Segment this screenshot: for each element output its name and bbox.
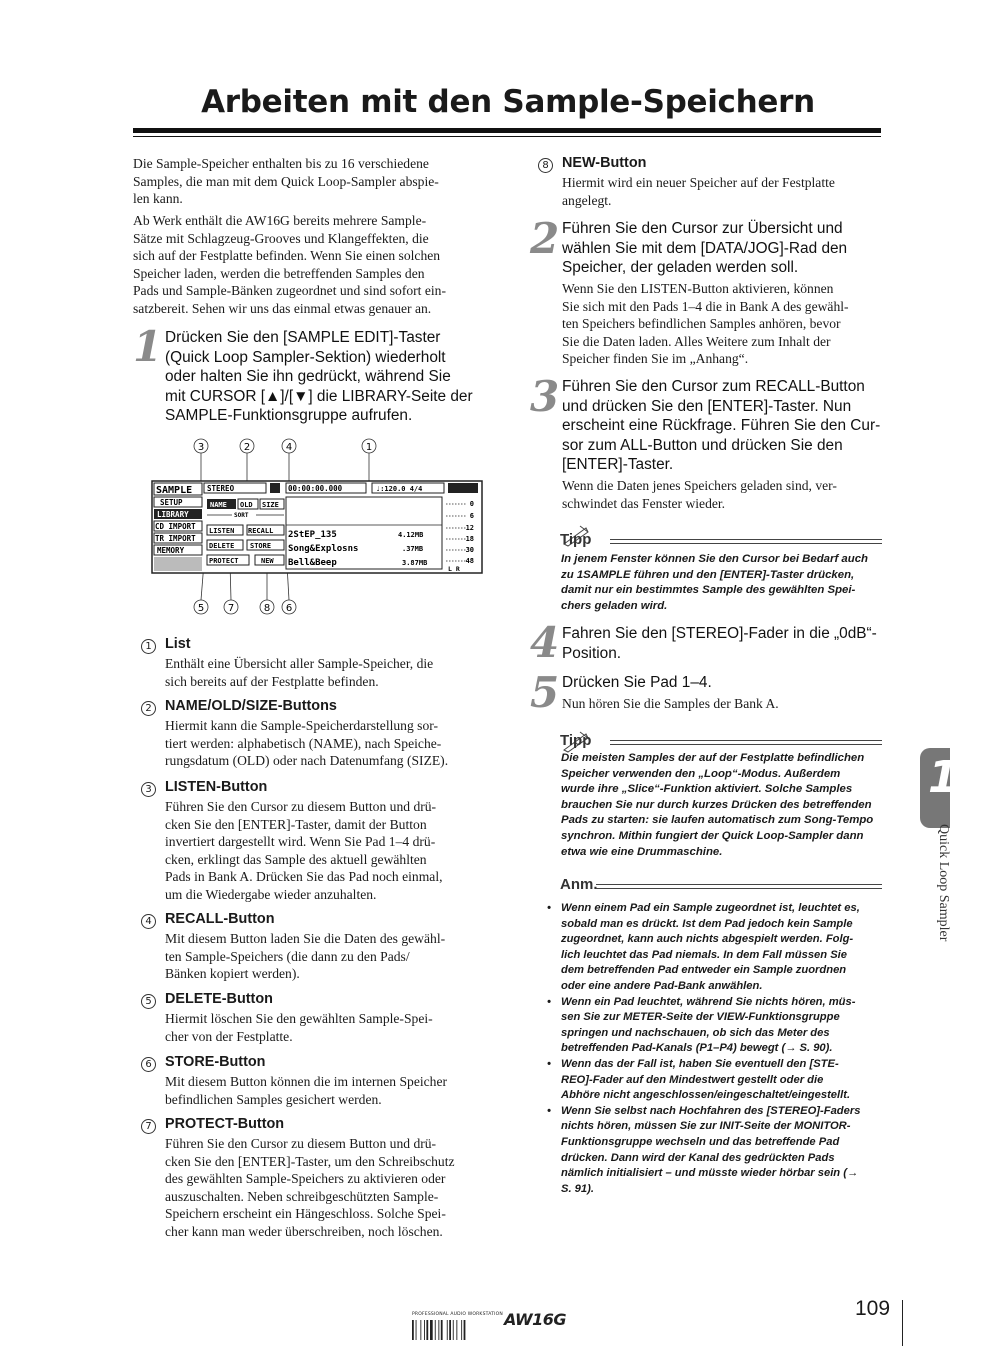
note-bullet-line: • Wenn Sie selbst nach Hochfahren des [STEREO]-Faders [561, 1104, 861, 1117]
lcd-time: 00:00:00.000 [288, 484, 343, 493]
item-body-line: rungsdatum (OLD) oder nach Datenumfang (SIZE). [165, 753, 449, 769]
item-number-circle: 3 [141, 782, 156, 797]
note-bullet-line: zugeordnet, kann auch nichts abgespielt werden. Folg- [561, 933, 854, 946]
intro-line: len kann. [133, 191, 183, 207]
lcd-menu-tr-import: TR IMPORT [155, 534, 196, 543]
lcd-sort-old: OLD [240, 501, 253, 509]
tip-line: Speicher verwenden den „Loop“-Modus. Außerdem [561, 767, 841, 780]
intro-line: Ab Werk enthält die AW16G bereits mehrere Sample- [133, 213, 427, 228]
title-rule-thick [133, 128, 881, 133]
item-body-line: Führen Sie den Cursor zu diesem Button und drü- [165, 1136, 437, 1151]
note-bullet [547, 1104, 883, 1198]
tip-text [561, 552, 883, 614]
step-subtext [562, 695, 887, 713]
step-text [562, 673, 887, 693]
lcd-screen [140, 435, 490, 625]
note-bullet-line: dem betreffenden Pad entweder ein Sample zuordnen [561, 964, 847, 977]
step-line: mit CURSOR [▲]/[▼] die LIBRARY-Seite der [165, 387, 473, 405]
step-3 [530, 372, 882, 516]
callout-1-top: 1 [365, 442, 373, 453]
lcd-btn-protect: PROTECT [209, 557, 239, 565]
item-title: LISTEN-Button [165, 779, 268, 795]
item-number-circle: 8 [538, 158, 553, 173]
step-subtext [562, 477, 887, 512]
item-title: DELETE-Button [165, 991, 273, 1007]
barcode-bar [449, 1320, 451, 1340]
lcd-btn-store: STORE [250, 542, 272, 550]
barcode-bar [456, 1320, 457, 1340]
item-body-line: sich bereits auf der Festplatte befinden. [165, 673, 379, 689]
note-bullet [547, 1057, 883, 1104]
barcode-bar [416, 1320, 417, 1340]
callout-3-top: 3 [197, 442, 205, 453]
barcode-bar [430, 1320, 433, 1340]
lcd-btn-new: NEW [261, 557, 274, 565]
barcode-bar [426, 1320, 428, 1340]
step-line: SAMPLE-Funktionsgruppe aufrufen. [165, 407, 413, 424]
intro-line: satzbereit. Sehen wir uns das einmal etwas genauer an. [133, 300, 432, 316]
note-bullet-line: sen Sie zur METER-Seite der VIEW-Funktionsgruppe [561, 1011, 840, 1024]
callout-4-top: 4 [285, 442, 293, 453]
step-sub-line: ten Speichers befindlichen Samples anhören, bevor [562, 316, 841, 332]
step-sub-line: Wenn Sie den LISTEN-Button aktivieren, können [562, 281, 834, 296]
lcd-sort-size: SIZE [262, 501, 279, 509]
item-number-circle: 5 [141, 994, 156, 1009]
step-line: (Quick Loop Sampler-Sektion) wiederholt [165, 348, 446, 366]
note-bullet-line: REO]-Fader auf den Mindestwert gestellt oder die [561, 1073, 824, 1086]
item-number-circle: 1 [141, 639, 156, 654]
step-number: 1 [133, 322, 163, 371]
intro-paragraph-2 [133, 212, 486, 318]
tip-line: chers geladen wird. [561, 599, 668, 612]
intro-line: Speicher laden, werden die betreffenden Samples den [133, 265, 425, 281]
note-bullet-line: • Wenn ein Pad leuchtet, während Sie nichts hören, müs- [561, 995, 856, 1008]
step-sub-line: Sie die Daten laden. Alles Weitere zum Inhalt der [562, 333, 831, 349]
step-text [562, 219, 887, 278]
item-title: List [165, 636, 191, 652]
chapter-number: 11 [928, 752, 981, 803]
note-bullet-line: lich leuchtet das Pad niemals. In dem Fall müssen Sie [561, 948, 847, 961]
item-body-line: angelegt. [562, 192, 612, 208]
barcode-bar [435, 1320, 436, 1340]
note-bullet-line: Funktionsgruppe wechseln und das betreffende Pad [561, 1135, 840, 1148]
lcd-meter-18: 18 [465, 535, 474, 543]
barcode-bar [424, 1320, 425, 1340]
note-label: Anm. [560, 876, 598, 893]
step-line: Position. [562, 644, 622, 662]
item-number-circle: 4 [141, 914, 156, 929]
barcode-bar [461, 1320, 462, 1340]
note-box [530, 872, 882, 1212]
step-1 [133, 322, 486, 426]
tip-line: In jenem Fenster können Sie den Cursor bei Bedarf auch [561, 553, 868, 565]
lcd-menu-setup: SETUP [160, 498, 183, 507]
lcd-meter-0: 0 [469, 500, 474, 508]
note-rule [596, 884, 882, 889]
lcd-sort-name: NAME [210, 501, 227, 509]
note-bullet-line: • Wenn das der Fall ist, haben Sie eventuell den [STE- [561, 1057, 839, 1070]
item-body [562, 174, 892, 209]
item-body-line: cken, erklingt das Sample des aktuell gewählten [165, 851, 427, 867]
lcd-tab-title: SAMPLE [156, 485, 193, 496]
intro-line: Die Sample-Speicher enthalten bis zu 16 verschiedene [133, 156, 429, 171]
item-number-circle: 2 [141, 701, 156, 716]
tip-label: Tipp [560, 531, 592, 548]
tip-line: wurde ihre „Slice“-Funktion aktiviert. Solche Samples [561, 783, 853, 796]
tip-line: Pads zu starten: sie laufen automatisch zum Song-Tempo [561, 814, 874, 827]
lcd-tempo: ♩:120.0 4/4 [376, 485, 423, 493]
step-number: 5 [530, 668, 560, 717]
item-body-line: Mit diesem Button können die im internen Speicher [165, 1074, 448, 1089]
tip-line: damit nur ein bestimmtes Sample des gewählten Spei- [561, 584, 856, 597]
note-bullet [547, 995, 883, 1057]
intro-paragraph-1 [133, 155, 486, 208]
tip-text [561, 751, 883, 860]
item-title: STORE-Button [165, 1054, 266, 1070]
step-sub-line: Sie sich mit den Pads 1–4 die in Bank A des gewähl- [562, 298, 849, 314]
item-body [165, 1073, 495, 1108]
callout-2-top: 2 [243, 442, 251, 453]
intro-line: Sätze mit Schlagzeug-Grooves und Klangeffekten, die [133, 230, 429, 246]
step-line: oder halten Sie ihn gedrückt, während Sie [165, 368, 451, 385]
intro-line: sich auf der Festplatte befinden. Wenn Sie einen solchen [133, 248, 441, 264]
footer-brand: AW16G [504, 1310, 567, 1329]
note-bullet-line: sobald man es drückt. Ist dem Pad jedoch kein Sample [561, 917, 853, 930]
note-bullet-line: Abhöre nicht angeschlossen/eingeschaltet/eingestellt. [561, 1089, 851, 1102]
lcd-list-name-3: Bell&Beep [288, 558, 337, 568]
item-body-line: Bänken kopiert werden). [165, 966, 300, 982]
lcd-list-size-2: .37MB [402, 545, 424, 553]
step-text [562, 377, 887, 475]
footer-logo [410, 1312, 590, 1342]
step-text [562, 624, 887, 663]
lcd-meter-lr: L R [448, 565, 460, 573]
step-line: wählen Sie mit dem [DATA/JOG]-Rad den [562, 239, 848, 257]
page-number-bar [902, 1300, 903, 1346]
tip-box-1 [530, 522, 882, 620]
step-line: Fahren Sie den [STEREO]-Fader in die „0dB“- [562, 625, 877, 642]
lcd-meter-30: 30 [465, 546, 474, 554]
tip-rule [610, 539, 882, 544]
callout-7-bottom: 7 [227, 603, 235, 614]
note-bullet-line: betreffenden Pad-Kanals (P1–P4) bewegt (→ S. 90). [561, 1042, 833, 1055]
step-number: 3 [530, 372, 560, 421]
step-2 [530, 214, 882, 368]
lcd-list-name-1: 2StEP_135 [288, 530, 337, 540]
item-body-line: befindlichen Samples gesichert werden. [165, 1091, 382, 1107]
note-bullet-line: nämlich initialisiert – und müsste wieder hörbar sein (→ [561, 1167, 859, 1180]
lcd-diagram [140, 435, 490, 625]
lcd-menu-library: LIBRARY [157, 510, 189, 519]
tip-line: brauchen Sie nur durch kurzes Drücken des betreffenden [561, 798, 872, 811]
item-number-circle: 6 [141, 1057, 156, 1072]
footer-small-text: PROFESSIONAL AUDIO WORKSTATION [412, 1312, 503, 1317]
step-number: 4 [530, 618, 560, 667]
lcd-list-size-1: 4.12MB [398, 531, 424, 539]
item-body [165, 1010, 495, 1045]
step-line: [ENTER]-Taster. [562, 456, 674, 473]
item-body-line: Mit diesem Button laden Sie die Daten des gewähl- [165, 931, 446, 946]
barcode-bar [447, 1320, 448, 1340]
intro-line: Pads und Sample-Bänken zugeordnet und sind sofort ein- [133, 283, 446, 299]
step-5 [530, 668, 882, 722]
item-body [165, 655, 495, 690]
lcd-btn-delete: DELETE [209, 542, 235, 550]
item-title: RECALL-Button [165, 911, 275, 927]
lcd-stereo: STEREO [207, 484, 235, 493]
lcd-list-name-2: Song&Explosns [288, 544, 359, 554]
note-bullet-line: drücken. Dann wird der Kanal des gedrückten Pads [561, 1151, 835, 1164]
note-bullets [547, 901, 883, 1197]
item-body-line: des gewählten Sample-Speichers zu aktivieren oder [165, 1171, 446, 1187]
tip-rule [610, 740, 882, 745]
lcd-meter-12: 12 [465, 524, 474, 532]
barcode-bar [441, 1320, 443, 1340]
note-bullet-line: nichts hören, müssen Sie zur INIT-Seite der MONITOR- [561, 1120, 851, 1133]
item-body-line: Führen Sie den Cursor zu diesem Button und drü- [165, 799, 437, 814]
item-body-line: Speichern erscheint ein Hängeschloss. Solche Spei- [165, 1206, 446, 1222]
barcode-bar [420, 1320, 421, 1340]
tip-line: synchron. Mithin fungiert der Quick Loop-Sampler dann [561, 829, 864, 842]
step-sub-line: Speicher finden Sie im „Anhang“. [562, 351, 749, 367]
item-body-line: ten Sample-Speichers (die dann zu den Pads/ [165, 948, 410, 964]
item-title: NEW-Button [562, 155, 647, 171]
page-number: 109 [855, 1297, 891, 1320]
lcd-list-size-3: 3.87MB [402, 559, 428, 567]
item-title: NAME/OLD/SIZE-Buttons [165, 698, 337, 714]
title-rule-thin [133, 136, 881, 137]
lcd-btn-recall: RECALL [248, 527, 274, 535]
lcd-meter-6: 6 [469, 512, 474, 520]
item-body-line: um die Wiedergabe wieder anzuhalten. [165, 886, 377, 902]
item-body [165, 717, 495, 770]
step-line: erscheint eine Rückfrage. Führen Sie den Cur- [562, 417, 881, 434]
item-body-line: Hiermit löschen Sie den gewählten Sample-Spei- [165, 1011, 433, 1026]
item-body-line: cher von der Festplatte. [165, 1028, 293, 1044]
tip-line: etwa wie eine Drummaschine. [561, 845, 723, 858]
note-bullet [547, 901, 883, 995]
barcode-bar [412, 1320, 414, 1340]
step-number: 2 [530, 214, 560, 263]
lcd-menu-cd-import: CD IMPORT [155, 522, 196, 531]
barcode-bar [464, 1320, 466, 1340]
callout-6-bottom: 6 [285, 603, 293, 614]
callout-8-bottom: 8 [263, 603, 271, 614]
note-bullet-line: S. 91). [561, 1182, 594, 1195]
tip-line: Die meisten Samples der auf der Festplatte befindlichen [561, 752, 865, 764]
item-body [165, 930, 495, 983]
lcd-menu-memory: MEMORY [157, 546, 185, 555]
barcode-bar [453, 1320, 454, 1340]
step-line: und drücken Sie den [ENTER]-Taster. Nun [562, 397, 852, 415]
step-subtext [562, 280, 887, 368]
item-body-line: Hiermit kann die Sample-Speicherdarstellung sor- [165, 718, 439, 733]
tip-label: Tipp [560, 732, 592, 749]
page-title: Arbeiten mit den Sample-Speichern [201, 84, 815, 120]
item-title: PROTECT-Button [165, 1116, 285, 1132]
lcd-meter-48: 48 [465, 557, 474, 565]
step-sub-line: schwindet das Fenster wieder. [562, 495, 726, 511]
note-bullet-line: oder eine andere Pad-Bank anwählen. [561, 979, 763, 992]
note-bullet-line: • Wenn einem Pad ein Sample zugeordnet ist, leuchtet es, [561, 902, 860, 914]
item-body-line: Hiermit wird ein neuer Speicher auf der Festplatte [562, 175, 835, 190]
item-body-line: invertiert dargestellt wird. Wenn Sie Pad 1–4 drü- [165, 834, 436, 850]
item-body [165, 798, 495, 904]
item-body-line: cher kann man weder überschreiben, noch löschen. [165, 1223, 443, 1239]
chapter-label: Quick Loop Sampler [936, 824, 951, 942]
step-text [165, 328, 495, 426]
tip-line: zu 1SAMPLE führen und den [ENTER]-Taster drücken, [561, 568, 855, 581]
barcode-icon [410, 1320, 500, 1342]
item-body-line: cken Sie den [ENTER]-Taster, damit der Button [165, 816, 427, 832]
step-line: Speicher, der geladen werden soll. [562, 259, 799, 276]
step-line: Drücken Sie Pad 1–4. [562, 674, 712, 691]
step-line: Drücken Sie den [SAMPLE EDIT]-Taster [165, 329, 441, 346]
item-body-line: auszuschalten. Neben schreibgeschützten Sample- [165, 1188, 439, 1204]
step-4 [530, 618, 882, 672]
item-number-circle: 7 [141, 1119, 156, 1134]
item-body [165, 1135, 495, 1241]
item-body-line: tiert werden: alphabetisch (NAME), nach Speiche- [165, 735, 442, 751]
note-bullet-line: springen und nachschauen, ob sich das Meter des [561, 1026, 830, 1039]
item-body-line: cken Sie den [ENTER]-Taster, um den Schreibschutz [165, 1153, 455, 1169]
item-body-line: Enthält eine Übersicht aller Sample-Speicher, die [165, 656, 434, 671]
callout-5-bottom: 5 [197, 603, 205, 614]
step-sub-line: Nun hören Sie die Samples der Bank A. [562, 696, 779, 711]
step-line: sor zum ALL-Button und drücken Sie den [562, 436, 843, 454]
barcode-bar [438, 1320, 439, 1340]
lcd-btn-listen: LISTEN [209, 527, 235, 535]
lcd-sort-label: SORT [234, 512, 249, 519]
intro-line: Samples, die man mit dem Quick Loop-Sampler abspie- [133, 173, 439, 189]
tip-box-2 [530, 728, 882, 868]
step-line: Führen Sie den Cursor zur Übersicht und [562, 220, 843, 237]
step-line: Führen Sie den Cursor zum RECALL-Button [562, 378, 865, 395]
item-body-line: Pads in Bank A. Drücken Sie das Pad noch einmal, [165, 869, 443, 885]
step-sub-line: Wenn die Daten jenes Speichers geladen sind, ver- [562, 478, 837, 493]
